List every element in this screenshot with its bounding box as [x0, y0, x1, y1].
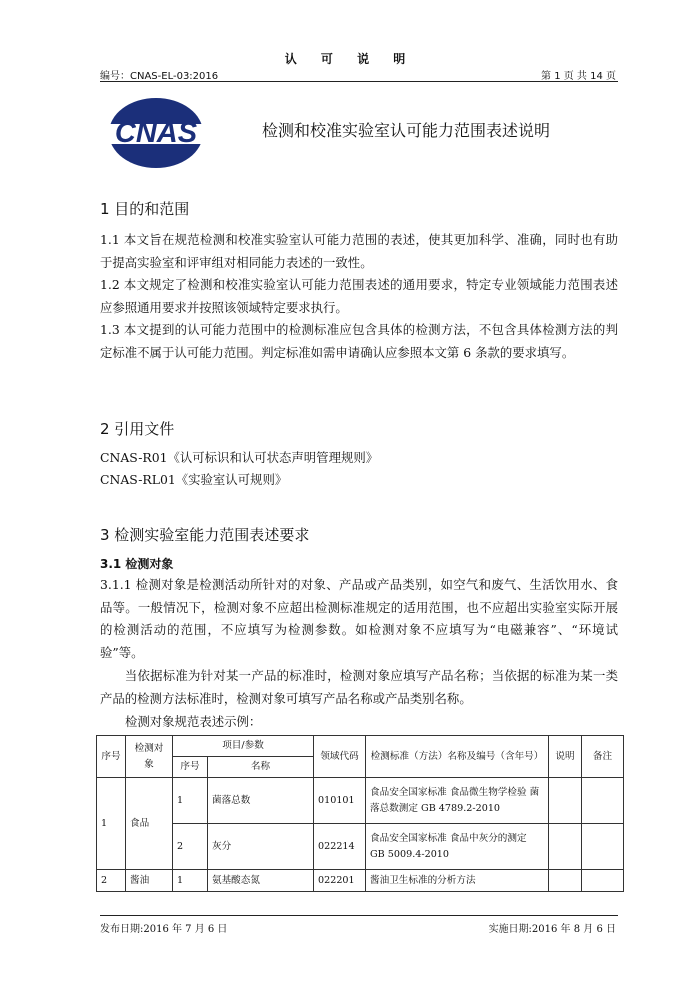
- row-remark: [582, 778, 624, 824]
- section-1-heading: 1 目的和范围: [100, 200, 190, 218]
- row-code: 010101: [314, 778, 366, 824]
- row-name: 氨基酸态氮: [208, 870, 314, 892]
- row-standard: 酱油卫生标准的分析方法: [366, 870, 549, 892]
- col-header-object: 检测对象: [126, 736, 173, 778]
- cnas-logo: [104, 96, 208, 170]
- issue-date: 发布日期:2016 年 7 月 6 日: [100, 924, 228, 935]
- row-standard: 食品安全国家标准 食品中灰分的测定 GB 5009.4-2010: [366, 824, 549, 870]
- row-no: 2: [97, 870, 126, 892]
- row-sub-no: 1: [173, 870, 208, 892]
- header-title: 认 可 说 明: [284, 52, 416, 66]
- subsection-3-1-heading: 3.1 检测对象: [100, 557, 174, 571]
- reference-1: CNAS-R01《认可标识和认可状态声明管理规则》: [100, 450, 379, 465]
- col-header-note: 说明: [549, 736, 582, 778]
- row-note: [549, 778, 582, 824]
- row-sub-no: 1: [173, 778, 208, 824]
- row-no: 1: [97, 778, 126, 870]
- table-row: [97, 824, 624, 870]
- footer-divider: [100, 915, 618, 916]
- col-header-sub-no: 序号: [173, 757, 208, 778]
- table-header-row: [97, 736, 624, 757]
- section-3-heading: 3 检测实验室能力范围表述要求: [100, 526, 310, 544]
- paragraph-3-1-1-b: 当依据标准为针对某一产品的标准时，检测对象应填写产品名称；当依据的标准为某一类产品的检测方法标准时，检测对象可填写产品名称或产品类别名称。: [100, 668, 618, 706]
- table-row: [97, 778, 624, 824]
- row-name: 灰分: [208, 824, 314, 870]
- row-code: 022201: [314, 870, 366, 892]
- paragraph-1-2: 1.2 本文规定了检测和校准实验室认可能力范围表述的通用要求，特定专业领域能力范围表述应参照通用要求并按照该领域特定要求执行。: [100, 277, 618, 315]
- page-indicator: 第 1 页 共 14 页: [541, 71, 616, 82]
- scope-example-table: [96, 735, 624, 892]
- paragraph-3-1-1: 3.1.1 检测对象是检测活动所针对的对象、产品或产品类别，如空气和废气、生活饮用水、食品等。一般情况下，检测对象不应超出检测标准规定的适用范围，也不应超出实验室实际开展的检测活动的范围，不应填写为检测参数。如检测对象不应填写为“电磁兼容”、“环境试验”等。: [100, 577, 618, 660]
- logo-text: CNAS: [114, 117, 198, 149]
- row-note: [549, 870, 582, 892]
- paragraph-1-3: 1.3 本文提到的认可能力范围中的检测标准应包含具体的检测方法，不包含具体检测方法的判定标准不属于认可能力范围。判定标准如需申请确认应参照本文第 6 条款的要求填写。: [100, 322, 618, 360]
- reference-2: CNAS-RL01《实验室认可规则》: [100, 472, 288, 487]
- col-header-standard: 检测标准（方法）名称及编号（含年号）: [366, 736, 549, 778]
- row-note: [549, 824, 582, 870]
- row-code: 022214: [314, 824, 366, 870]
- row-remark: [582, 870, 624, 892]
- document-number: 编号：CNAS-EL-03:2016: [100, 71, 219, 82]
- example-caption: 检测对象规范表述示例：: [125, 714, 262, 729]
- table-row: [97, 870, 624, 892]
- row-standard: 食品安全国家标准 食品微生物学检验 菌落总数测定 GB 4789.2-2010: [366, 778, 549, 824]
- row-sub-no: 2: [173, 824, 208, 870]
- row-name: 菌落总数: [208, 778, 314, 824]
- row-object: 食品: [126, 778, 173, 870]
- paragraph-1-1: 1.1 本文旨在规范检测和校准实验室认可能力范围的表述，使其更加科学、准确，同时也有助于提高实验室和评审组对相同能力表述的一致性。: [100, 232, 618, 270]
- document-title: 检测和校准实验室认可能力范围表述说明: [262, 121, 551, 140]
- col-header-no: 序号: [97, 736, 126, 778]
- header-divider: [100, 81, 618, 82]
- col-header-remark: 备注: [582, 736, 624, 778]
- col-header-code: 领域代码: [314, 736, 366, 778]
- section-2-heading: 2 引用文件: [100, 420, 175, 438]
- col-header-item: 项目/参数: [173, 736, 314, 757]
- col-header-sub-name: 名称: [208, 757, 314, 778]
- row-remark: [582, 824, 624, 870]
- row-object: 酱油: [126, 870, 173, 892]
- effective-date: 实施日期:2016 年 8 月 6 日: [488, 924, 616, 935]
